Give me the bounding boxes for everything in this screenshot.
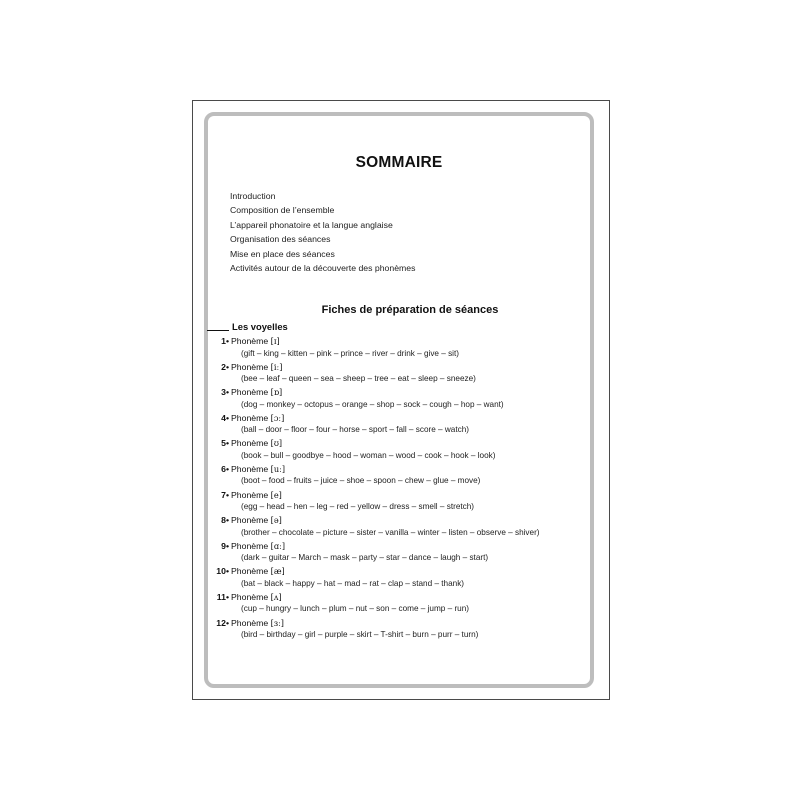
document-page	[192, 100, 610, 700]
phoneme-examples: (bird – birthday – girl – purple – skirt – T-shirt – burn – purr – turn)	[241, 630, 479, 640]
phoneme-ipa: [ə]	[270, 515, 282, 526]
phoneme-label	[231, 592, 282, 603]
phoneme-item	[208, 336, 578, 362]
phoneme-number: 7•	[221, 489, 229, 500]
phoneme-ipa: [ʊ]	[270, 438, 283, 449]
phoneme-item	[208, 566, 578, 592]
phoneme-label	[231, 541, 285, 552]
phoneme-label	[231, 566, 285, 577]
phoneme-label	[231, 387, 282, 398]
phoneme-ipa: [e]	[270, 489, 282, 500]
phoneme-item	[208, 438, 578, 464]
section-rule	[207, 330, 229, 331]
phoneme-number: 9•	[221, 540, 229, 551]
phoneme-ipa: [ɔː]	[270, 412, 285, 423]
phoneme-label-text: Phonème	[231, 463, 269, 474]
phoneme-ipa: [ʌ]	[270, 591, 282, 602]
intro-item-introduction: Introduction	[230, 191, 276, 201]
phoneme-number: 2•	[221, 361, 229, 372]
phoneme-examples: (gift – king – kitten – pink – prince – river – drink – give – sit)	[241, 348, 459, 358]
phoneme-label-text: Phonème	[231, 412, 269, 423]
phoneme-examples: (bat – black – happy – hat – mad – rat – clap – stand – thank)	[241, 578, 465, 588]
phoneme-examples: (cup – hungry – lunch – plum – nut – son – come – jump – run)	[241, 604, 470, 614]
phoneme-item	[208, 413, 578, 439]
phoneme-label-text: Phonème	[231, 591, 269, 602]
phoneme-ipa: [ɪ]	[270, 336, 280, 346]
phoneme-list	[208, 336, 578, 643]
phoneme-item	[208, 592, 578, 618]
phoneme-label	[231, 336, 280, 347]
phoneme-number: 1•	[221, 336, 229, 346]
phoneme-item	[208, 490, 578, 516]
intro-item-activites: Activités autour de la découverte des phonèmes	[230, 263, 416, 274]
phoneme-item	[208, 387, 578, 413]
phoneme-label-text: Phonème	[231, 387, 269, 398]
phoneme-examples: (book – bull – goodbye – hood – woman – wood – cook – hook – look)	[241, 450, 496, 460]
phoneme-number: 3•	[221, 387, 229, 398]
phoneme-ipa: [iː]	[270, 361, 283, 372]
intro-item-composition: Composition de l’ensemble	[230, 205, 335, 216]
phoneme-ipa: [ɑː]	[270, 540, 286, 551]
phoneme-ipa: [ɜː]	[270, 617, 284, 628]
phoneme-label-text: Phonème	[231, 566, 269, 577]
phoneme-ipa: [æ]	[270, 566, 285, 577]
phoneme-label	[231, 438, 282, 449]
phoneme-item	[208, 464, 578, 490]
phoneme-label	[231, 618, 284, 629]
section-heading-voyelles	[207, 321, 288, 332]
phoneme-label-text: Phonème	[231, 336, 269, 346]
phoneme-examples: (brother – chocolate – picture – sister – vanilla – winter – listen – observe – shiver)	[241, 527, 540, 537]
intro-item-mise-en-place: Mise en place des séances	[230, 248, 335, 259]
intro-item-organisation: Organisation des séances	[230, 234, 331, 245]
phoneme-examples: (egg – head – hen – leg – red – yellow – dress – smell – stretch)	[241, 502, 475, 512]
phoneme-number: 8•	[221, 515, 229, 526]
phoneme-number: 10•	[216, 566, 229, 577]
phoneme-examples: (ball – door – floor – four – horse – sport – fall – score – watch)	[241, 425, 470, 435]
phoneme-examples: (dark – guitar – March – mask – party – star – dance – laugh – start)	[241, 553, 489, 563]
phoneme-label-text: Phonème	[231, 540, 269, 551]
phoneme-label	[231, 464, 285, 475]
phoneme-label-text: Phonème	[231, 515, 269, 526]
phoneme-examples: (boot – food – fruits – juice – shoe – spoon – chew – glue – move)	[241, 476, 481, 486]
phoneme-item	[208, 362, 578, 388]
phoneme-ipa: [uː]	[270, 463, 286, 474]
phoneme-label-text: Phonème	[231, 489, 269, 500]
phoneme-label	[231, 515, 282, 526]
phoneme-examples: (dog – monkey – octopus – orange – shop – sock – cough – hop – want)	[241, 399, 504, 409]
phoneme-label-text: Phonème	[231, 438, 269, 449]
phoneme-label-text: Phonème	[231, 617, 269, 628]
section-heading-label: Les voyelles	[232, 321, 288, 332]
phoneme-label-text: Phonème	[231, 361, 269, 372]
phoneme-item	[208, 618, 578, 644]
intro-list	[230, 189, 415, 275]
phoneme-label	[231, 413, 284, 424]
phoneme-number: 6•	[221, 463, 229, 474]
phoneme-ipa: [ɒ]	[270, 387, 283, 398]
phoneme-item	[208, 515, 578, 541]
phoneme-number: 11•	[216, 591, 229, 602]
phoneme-examples: (bee – leaf – queen – sea – sheep – tree – eat – sleep – sneeze)	[241, 374, 476, 384]
fiches-heading: Fiches de préparation de séances	[321, 304, 499, 316]
phoneme-number: 5•	[221, 438, 229, 449]
phoneme-number: 4•	[221, 412, 229, 423]
phoneme-item	[208, 541, 578, 567]
intro-item-appareil-phonatoire: L’appareil phonatoire et la langue anglaise	[230, 219, 393, 230]
content-panel	[204, 112, 594, 688]
page-title: SOMMAIRE	[355, 154, 443, 171]
phoneme-number: 12•	[216, 617, 229, 628]
phoneme-label	[231, 362, 282, 373]
phoneme-label	[231, 490, 282, 501]
